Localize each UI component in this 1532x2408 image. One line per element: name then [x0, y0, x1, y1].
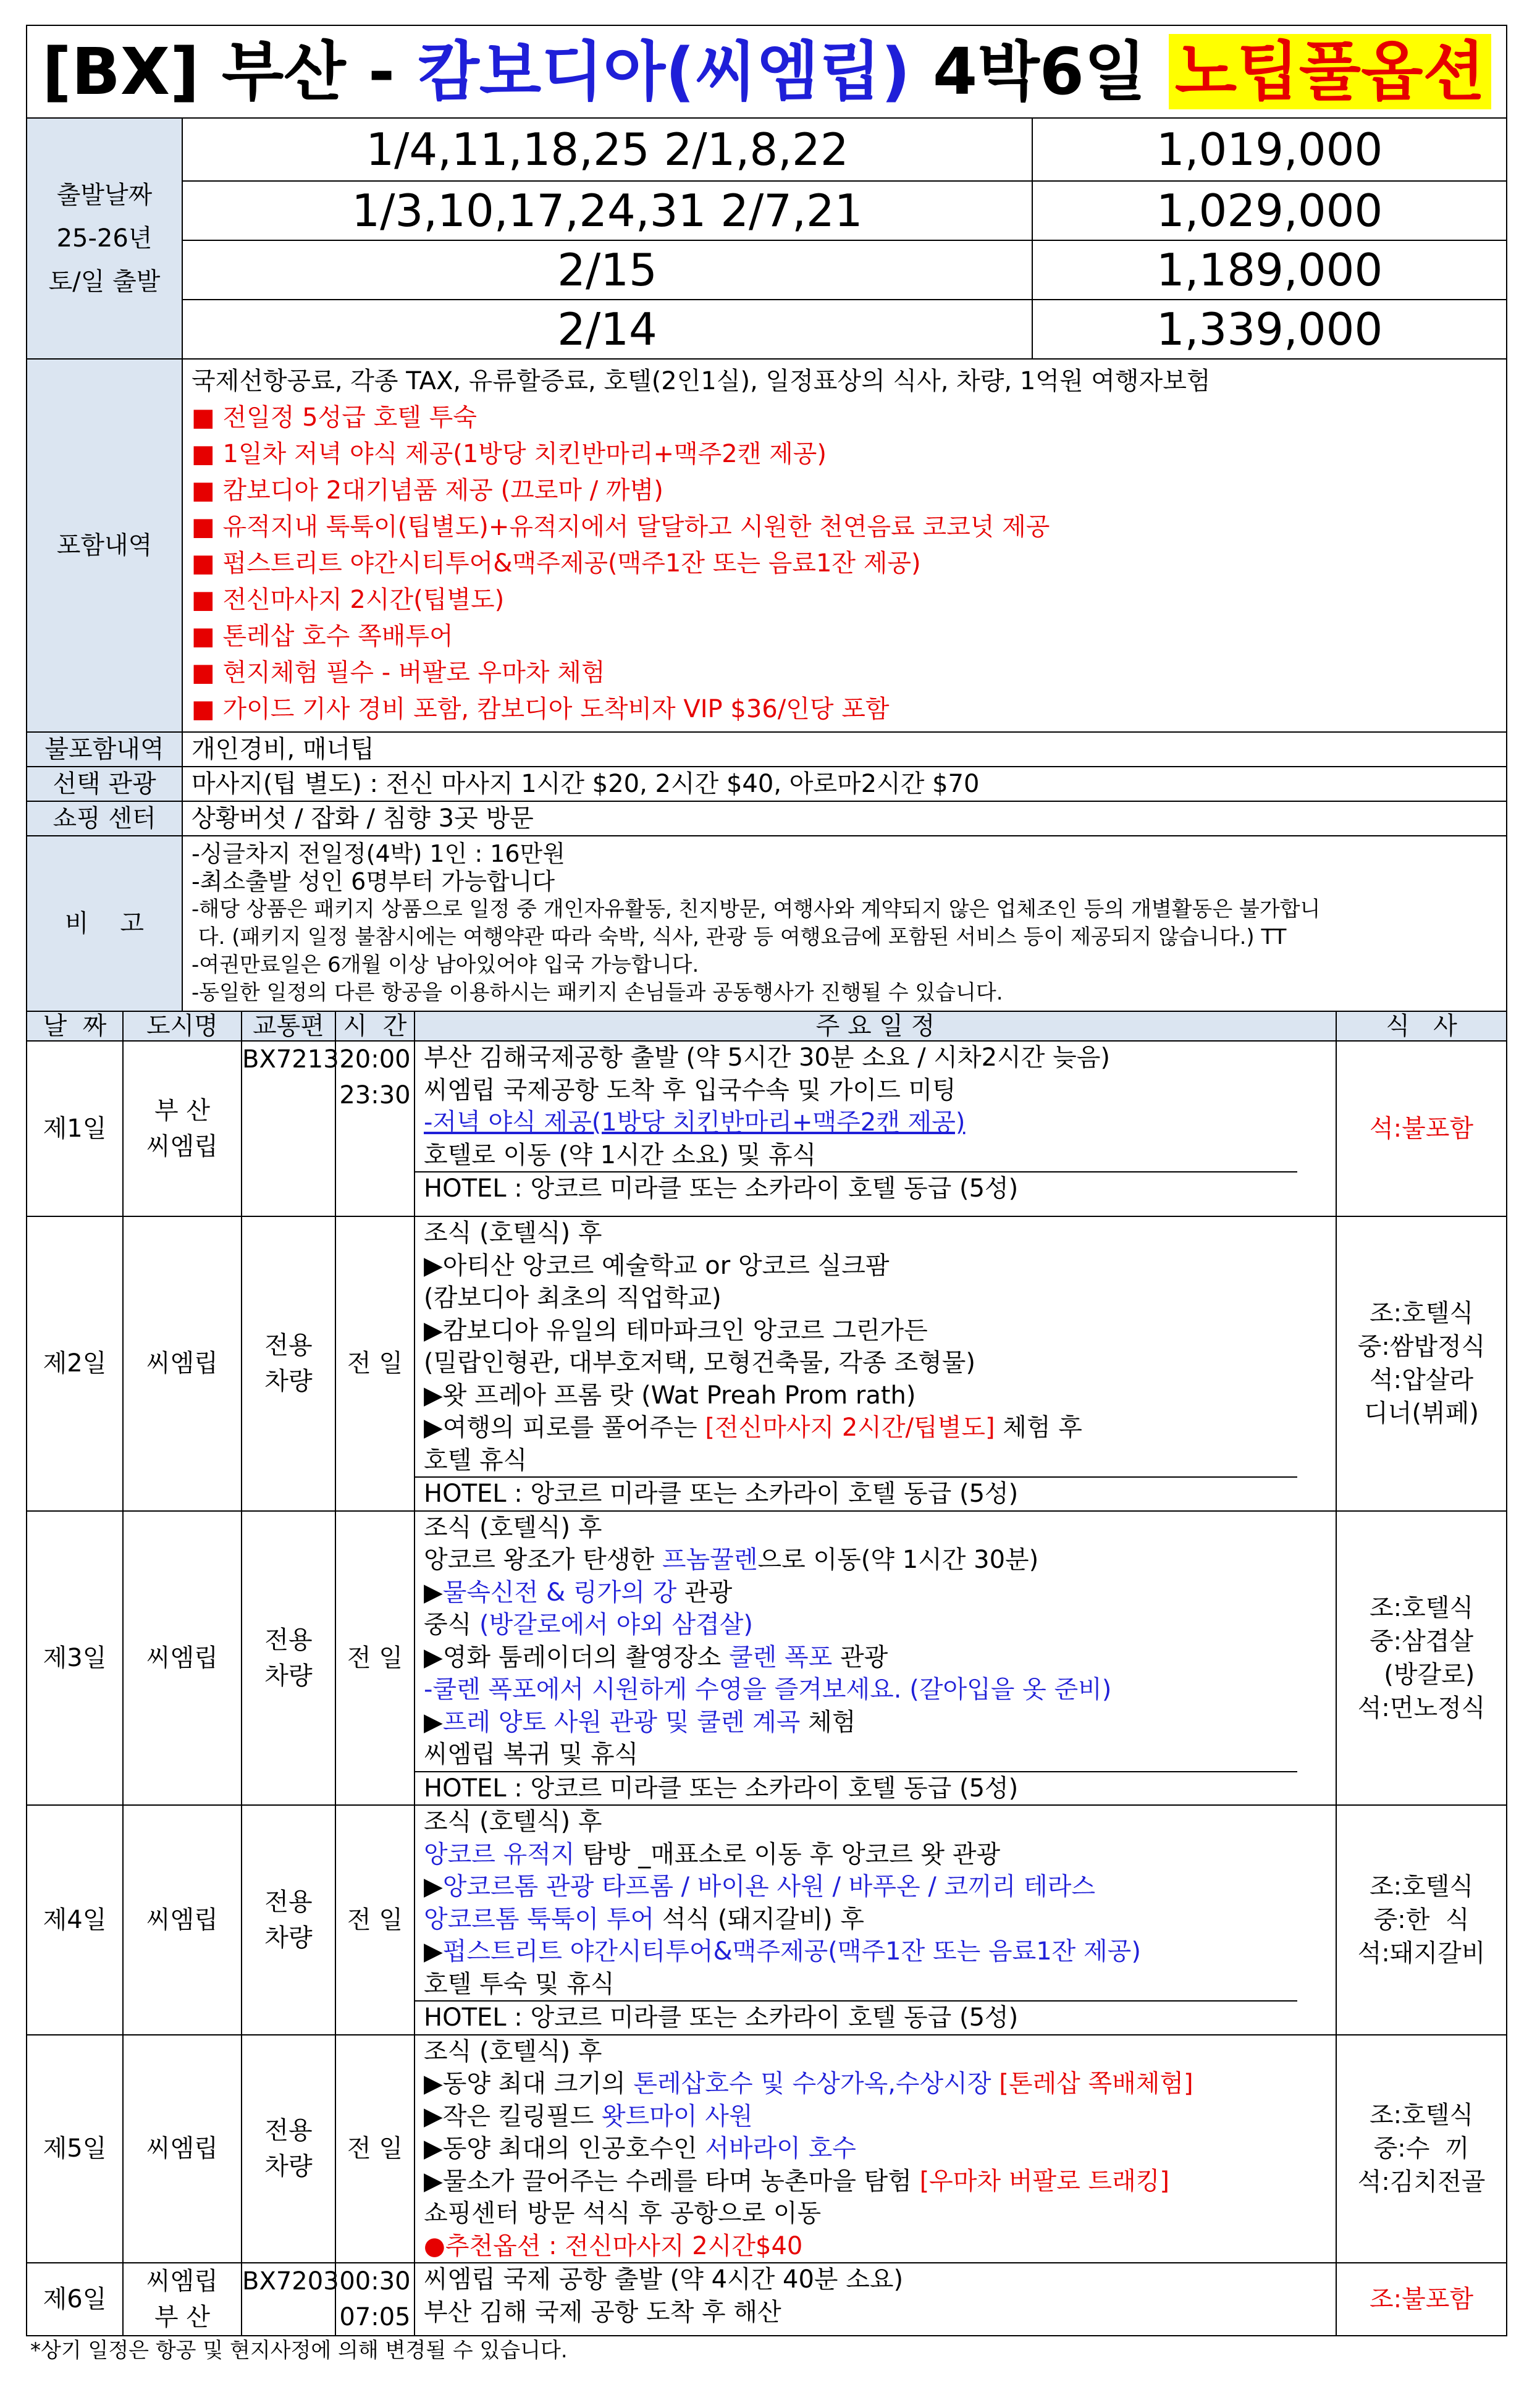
- itinerary-line: 호텔 투숙 및 휴식: [424, 1969, 615, 1998]
- transport-value: BX7213: [242, 1045, 339, 1074]
- itinerary-text: ▶: [424, 1872, 443, 1901]
- title-duration: 4박6일: [910, 34, 1169, 109]
- day-label: 제6일: [27, 2263, 123, 2336]
- transport-value: 차량: [264, 1923, 313, 1952]
- itinerary-line: [415, 2165, 1336, 2198]
- day-row: [27, 1041, 1507, 1216]
- remarks-row: [27, 836, 1507, 1011]
- itinerary-line: 부산 김해국제공항 출발 (약 5시간 30분 소요 / 시차2시간 늦음): [424, 1043, 1110, 1072]
- itinerary-text: 중식: [424, 1610, 479, 1639]
- shopping-value: 상황버섯 / 잡화 / 침향 3곳 방문: [182, 801, 1507, 836]
- header-time: 시 간: [335, 1011, 415, 1041]
- itinerary-highlight: 쿨렌 폭포: [728, 1643, 833, 1672]
- itinerary-text: 석식 (돼지갈비) 후: [654, 1905, 865, 1934]
- departure-dates: 2/14: [182, 300, 1032, 359]
- remarks-line: 다. (패키지 일정 불참시에는 여행약관 따라 숙박, 식사, 관광 등 여행요금에 포함된 서비스 등이 제공되지 않습니다.) TT: [192, 925, 1287, 949]
- day-city: [123, 1511, 242, 1806]
- included-item: ■ 전신마사지 2시간(팁별도): [192, 586, 505, 614]
- itinerary-line: [415, 2132, 1336, 2165]
- title-route: [BX] 부산 -: [42, 34, 418, 109]
- day-city: [123, 1216, 242, 1511]
- footer-note: *상기 일정은 항공 및 현지사정에 의해 변경될 수 있습니다.: [27, 2336, 1507, 2365]
- itinerary-text: ▶: [424, 1707, 443, 1737]
- time-value: 전 일: [347, 1349, 403, 1378]
- city-name: 씨엠립: [146, 2267, 218, 2296]
- departure-price: 1,189,000: [1032, 240, 1507, 300]
- meal-value: 중:삼겹살: [1370, 1627, 1474, 1656]
- included-item: ■ 전일정 5성급 호텔 투숙: [192, 403, 477, 432]
- day-label: 제4일: [27, 1805, 123, 2035]
- day-transport: [242, 2035, 335, 2263]
- itinerary-line: 조식 (호텔식) 후: [424, 1808, 602, 1836]
- itinerary-line: 씨엠립 국제공항 도착 후 입국수속 및 가이드 미팅: [424, 1076, 956, 1105]
- itinerary-line: -쿨렌 폭포에서 시원하게 수영을 즐겨보세요. (갈아입을 옷 준비): [424, 1675, 1112, 1704]
- transport-value: 차량: [264, 1661, 313, 1690]
- footer-row: [27, 2336, 1507, 2365]
- day-meal: [1336, 1041, 1507, 1216]
- hotel-info: HOTEL : 앙코르 미라클 또는 소카라이 호텔 동급 (5성): [415, 1171, 1297, 1205]
- departure-price: 1,019,000: [1032, 118, 1507, 181]
- meal-value: 디너(뷔페): [1364, 1399, 1479, 1428]
- itinerary-highlight: 서바라이 호수: [705, 2134, 856, 2163]
- itinerary-text: [991, 2069, 1000, 2098]
- meal-value: 조:호텔식: [1370, 1872, 1474, 1901]
- optional-tour-label: 선택 관광: [27, 767, 182, 801]
- day-row: [27, 2263, 1507, 2336]
- day-meal: [1336, 2035, 1507, 2263]
- day-row: [27, 2035, 1507, 2263]
- departure-label-line: 출발날짜: [56, 181, 153, 209]
- day-row: [27, 1805, 1507, 2035]
- meal-value: 석:돼지갈비: [1357, 1939, 1486, 1968]
- day-row: [27, 1511, 1507, 1806]
- itinerary-line: (밀랍인형관, 대부호저택, 모형건축물, 각종 조형물): [424, 1349, 976, 1377]
- included-row: [27, 359, 1507, 732]
- itinerary-table: [26, 25, 1507, 2365]
- itinerary-highlight: 앙코르톰 툭툭이 투어: [424, 1905, 655, 1934]
- remarks-line: -해당 상품은 패키지 상품으로 일정 중 개인자유활동, 친지방문, 여행사와 계약되지 않은 업체조인 등의 개별활동은 불가합니: [192, 897, 1321, 922]
- title-row: [27, 25, 1507, 118]
- transport-value: 차량: [264, 1367, 313, 1396]
- itinerary-line: ●추천옵션 : 전신마사지 2시간$40: [424, 2231, 803, 2260]
- itinerary-text: 탐방 _매표소로 이동 후 앙코르 왓 관광: [574, 1840, 1001, 1869]
- day-itinerary: [415, 2263, 1336, 2336]
- meal-value: 석:먼노정식: [1357, 1693, 1486, 1722]
- day-transport: [242, 1511, 335, 1806]
- remarks-line: -여권만료일은 6개월 이상 남아있어야 입국 가능합니다.: [192, 953, 699, 977]
- departure-row: [27, 240, 1507, 300]
- remarks-line: -최소출발 성인 6명부터 가능합니다: [192, 868, 555, 895]
- day-meal: [1336, 1805, 1507, 2035]
- itinerary-line: -저녁 야식 제공(1방당 치킨반마리+맥주2캔 제공): [424, 1108, 966, 1137]
- itinerary-text: 관광: [676, 1578, 733, 1607]
- meal-value: 석:압살라: [1370, 1366, 1474, 1395]
- itinerary-text: ▶: [424, 1578, 443, 1607]
- departure-dates: 2/15: [182, 240, 1032, 300]
- city-name: 씨엠립: [146, 1132, 218, 1161]
- transport-value: 전용: [264, 1625, 313, 1654]
- itinerary-text: 으로 이동(약 1시간 30분): [757, 1546, 1039, 1574]
- departure-row: [27, 181, 1507, 240]
- itinerary-highlight: 펍스트리트 야간시티투어&맥주제공(맥주1잔 또는 음료1잔 제공): [442, 1937, 1141, 1966]
- itinerary-text: ▶동양 최대의 인공호수인: [424, 2134, 705, 2163]
- time-value: 전 일: [347, 1905, 403, 1934]
- departure-label-line: 토/일 출발: [48, 267, 161, 296]
- included-base: 국제선항공료, 각종 TAX, 유류할증료, 호텔(2인1실), 일정표상의 식사, 차량, 1억원 여행자보험: [192, 367, 1211, 395]
- not-included-row: [27, 732, 1507, 767]
- included-item: ■ 유적지내 툭툭이(팁별도)+유적지에서 달달하고 시원한 천연음료 코코넛 제공: [192, 513, 1050, 541]
- day-time: [335, 2035, 415, 2263]
- departure-label-line: 25-26년: [56, 224, 153, 253]
- header-meal: 식 사: [1336, 1011, 1507, 1041]
- day-label: 제5일: [27, 2035, 123, 2263]
- hotel-info: HOTEL : 앙코르 미라클 또는 소카라이 호텔 동급 (5성): [415, 2000, 1297, 2034]
- day-time: [335, 1511, 415, 1806]
- itinerary-text: 앙코르 왕조가 탄생한: [424, 1546, 662, 1574]
- itinerary-line: 조식 (호텔식) 후: [424, 1219, 602, 1247]
- itinerary-highlight: 톤레삽호수 및 수상가옥,수상시장: [633, 2069, 991, 2098]
- title-badge: 노팁풀옵션: [1169, 34, 1491, 109]
- meal-value: 석:불포함: [1370, 1114, 1474, 1143]
- day-time: [335, 2263, 415, 2336]
- meal-value: 조:호텔식: [1370, 1299, 1474, 1328]
- itinerary-text: ▶작은 킬링필드: [424, 2102, 602, 2131]
- day-city: [123, 2263, 242, 2336]
- remarks-line: -동일한 일정의 다른 항공을 이용하시는 패키지 손님들과 공동행사가 진행될 수 있습니다.: [192, 980, 1003, 1005]
- included-list: [182, 359, 1507, 732]
- title-destination: 캄보디아(씨엠립): [417, 34, 911, 109]
- time-value: 23:30: [339, 1081, 411, 1109]
- city-name: 부 산: [154, 1097, 210, 1125]
- itinerary-line: ▶아티산 앙코르 예술학교 or 앙코르 실크팜: [424, 1251, 890, 1280]
- itinerary-highlight: [우마차 버팔로 트래킹]: [919, 2166, 1169, 2195]
- included-item: ■ 펍스트리트 야간시티투어&맥주제공(맥주1잔 또는 음료1잔 제공): [192, 549, 921, 578]
- day-transport: [242, 1041, 339, 1216]
- departure-price: 1,029,000: [1032, 181, 1507, 240]
- included-item: ■ 1일차 저녁 야식 제공(1방당 치킨반마리+맥주2캔 제공): [192, 440, 827, 468]
- day-itinerary: [415, 1805, 1336, 2035]
- day-city: [123, 1041, 242, 1216]
- city-name: 부 산: [154, 2303, 210, 2331]
- optional-tour-value: 마사지(팁 별도) : 전신 마사지 1시간 $20, 2시간 $40, 아로마2시간 $70: [182, 767, 1507, 801]
- day-itinerary: [415, 1511, 1336, 1806]
- itinerary-line: [415, 1706, 1336, 1739]
- itinerary-highlight: 왓트마이 사원: [602, 2102, 753, 2131]
- hotel-info: HOTEL : 앙코르 미라클 또는 소카라이 호텔 동급 (5성): [415, 1771, 1297, 1805]
- header-city: 도시명: [123, 1011, 242, 1041]
- itinerary-text: ▶물소가 끌어주는 수레를 타며 농촌마을 탐험: [424, 2166, 920, 2195]
- day-meal: [1336, 2263, 1507, 2336]
- itinerary-line: 호텔 휴식: [424, 1446, 528, 1475]
- day-meal: [1336, 1216, 1507, 1511]
- transport-value: BX7203: [242, 2267, 339, 2296]
- itinerary-line: [415, 1577, 1336, 1609]
- day-itinerary: [415, 2035, 1336, 2263]
- itinerary-highlight: 물속신전 & 링가의 강: [442, 1578, 677, 1607]
- day-transport: [242, 1216, 335, 1511]
- time-value: 07:05: [339, 2303, 411, 2331]
- itinerary-line: 부산 김해 국제 공항 도착 후 해산: [424, 2297, 781, 2326]
- day-city: [123, 1805, 242, 2035]
- itinerary-line: [415, 1609, 1336, 1641]
- itinerary-text: ▶영화 툼레이더의 촬영장소: [424, 1643, 729, 1672]
- departure-price: 1,339,000: [1032, 300, 1507, 359]
- day-time: [335, 1041, 415, 1216]
- day-meal: [1336, 1511, 1507, 1806]
- departure-row: [27, 118, 1507, 181]
- transport-value: 차량: [264, 2152, 313, 2181]
- included-item: ■ 톤레삽 호수 쪽배투어: [192, 622, 453, 650]
- itinerary-highlight: [전신마사지 2시간/팁별도]: [705, 1413, 995, 1442]
- document-title: [27, 25, 1507, 118]
- day-city: [123, 2035, 242, 2263]
- itinerary-line: [415, 1935, 1336, 1968]
- itinerary-text: ▶동양 최대 크기의: [424, 2069, 634, 2098]
- tour-itinerary-document: [26, 25, 1506, 2365]
- itinerary-highlight: 프놈꿀렌: [662, 1546, 758, 1574]
- day-label: 제3일: [27, 1511, 123, 1806]
- day-row: [27, 1216, 1507, 1511]
- itinerary-line: 쇼핑센터 방문 석식 후 공항으로 이동: [424, 2199, 822, 2228]
- optional-tour-row: [27, 767, 1507, 801]
- departure-label: [27, 118, 182, 359]
- included-item: ■ 가이드 기사 경비 포함, 캄보디아 도착비자 VIP $36/인당 포함: [192, 695, 890, 723]
- day-itinerary: [415, 1041, 1336, 1216]
- time-value: 전 일: [347, 1643, 403, 1672]
- itinerary-line: [415, 1903, 1336, 1936]
- itinerary-line: [415, 2100, 1336, 2133]
- meal-value: (방갈로): [1368, 1660, 1475, 1689]
- day-time: [335, 1216, 415, 1511]
- meal-value: 중:한 식: [1373, 1905, 1470, 1934]
- remarks-line: -싱글차지 전일정(4박) 1인 : 16만원: [192, 840, 565, 867]
- city-name: 씨엠립: [146, 2134, 218, 2163]
- itinerary-highlight: (방갈로에서 야외 삼겹살): [479, 1610, 754, 1639]
- itinerary-line: [415, 2068, 1336, 2100]
- header-itinerary: 주 요 일 정: [415, 1011, 1336, 1041]
- header-transport: 교통편: [242, 1011, 335, 1041]
- itinerary-line: 조식 (호텔식) 후: [424, 2037, 602, 2066]
- itinerary-line: 씨엠립 국제 공항 출발 (약 4시간 40분 소요): [424, 2265, 904, 2294]
- city-name: 씨엠립: [146, 1349, 218, 1378]
- meal-value: 석:김치전골: [1357, 2168, 1486, 2197]
- itinerary-line: 조식 (호텔식) 후: [424, 1513, 602, 1542]
- city-name: 씨엠립: [146, 1643, 218, 1672]
- meal-value: 중:쌈밥정식: [1357, 1332, 1486, 1362]
- schedule-header: [27, 1011, 1507, 1041]
- itinerary-text: 관광: [832, 1643, 888, 1672]
- meal-value: 조:호텔식: [1370, 2101, 1474, 2130]
- itinerary-highlight: 프레 양토 사원 관광 및 쿨렌 계곡: [442, 1707, 801, 1737]
- included-label: 포함내역: [27, 359, 182, 732]
- shopping-label: 쇼핑 센터: [27, 801, 182, 836]
- city-name: 씨엠립: [146, 1905, 218, 1934]
- time-value: 00:30: [339, 2267, 411, 2296]
- included-item: ■ 현지체험 필수 - 버팔로 우마차 체험: [192, 659, 605, 687]
- day-transport: [242, 2263, 339, 2336]
- itinerary-line: [415, 1838, 1336, 1871]
- included-item: ■ 캄보디아 2대기념품 제공 (끄로마 / 까볌): [192, 476, 663, 505]
- not-included-value: 개인경비, 매너팁: [182, 732, 1507, 767]
- itinerary-highlight: 앙코르 유적지: [424, 1840, 575, 1869]
- meal-value: 중:수 끼: [1373, 2134, 1470, 2163]
- departure-row: [27, 300, 1507, 359]
- time-value: 20:00: [339, 1045, 411, 1074]
- day-label: 제2일: [27, 1216, 123, 1511]
- time-value: 전 일: [347, 2134, 403, 2163]
- not-included-label: 불포함내역: [27, 732, 182, 767]
- itinerary-text: ▶: [424, 1937, 443, 1966]
- meal-value: 조:호텔식: [1370, 1593, 1474, 1622]
- itinerary-text: 체험: [800, 1707, 856, 1737]
- itinerary-line: ▶왓 프레아 프롬 랏 (Wat Preah Prom rath): [424, 1381, 916, 1410]
- schedule-days: [27, 1041, 1507, 2336]
- itinerary-highlight: 앙코르톰 관광 타프롬 / 바이욘 사원 / 바푸온 / 코끼리 테라스: [442, 1872, 1096, 1901]
- transport-value: 전용: [264, 2116, 313, 2145]
- day-label: 제1일: [27, 1041, 123, 1216]
- day-time: [335, 1805, 415, 2035]
- remarks-list: [182, 836, 1507, 1011]
- header-day: 날 짜: [27, 1011, 123, 1041]
- departure-dates: 1/3,10,17,24,31 2/7,21: [182, 181, 1032, 240]
- itinerary-text: 체험 후: [995, 1413, 1082, 1442]
- itinerary-highlight: [톤레삽 쪽배체험]: [999, 2069, 1193, 2098]
- itinerary-line: [415, 1544, 1336, 1577]
- itinerary-line: [415, 1641, 1336, 1674]
- itinerary-line: ▶캄보디아 유일의 테마파크인 앙코르 그린가든: [424, 1316, 928, 1345]
- day-itinerary: [415, 1216, 1336, 1511]
- itinerary-line: (캄보디아 최초의 직업학교): [424, 1284, 722, 1312]
- meal-value: 조:불포함: [1370, 2285, 1474, 2313]
- remarks-label: 비 고: [27, 836, 182, 1011]
- shopping-row: [27, 801, 1507, 836]
- itinerary-text: ▶여행의 피로를 풀어주는: [424, 1413, 705, 1442]
- itinerary-line: [415, 1871, 1336, 1903]
- departure-dates: 1/4,11,18,25 2/1,8,22: [182, 118, 1032, 181]
- transport-value: 전용: [264, 1887, 313, 1916]
- transport-value: 전용: [264, 1331, 313, 1360]
- itinerary-line: 호텔로 이동 (약 1시간 소요) 및 휴식: [424, 1140, 817, 1169]
- itinerary-line: 씨엠립 복귀 및 휴식: [424, 1740, 639, 1769]
- itinerary-line: [415, 1412, 1336, 1444]
- day-transport: [242, 1805, 335, 2035]
- hotel-info: HOTEL : 앙코르 미라클 또는 소카라이 호텔 동급 (5성): [415, 1476, 1297, 1510]
